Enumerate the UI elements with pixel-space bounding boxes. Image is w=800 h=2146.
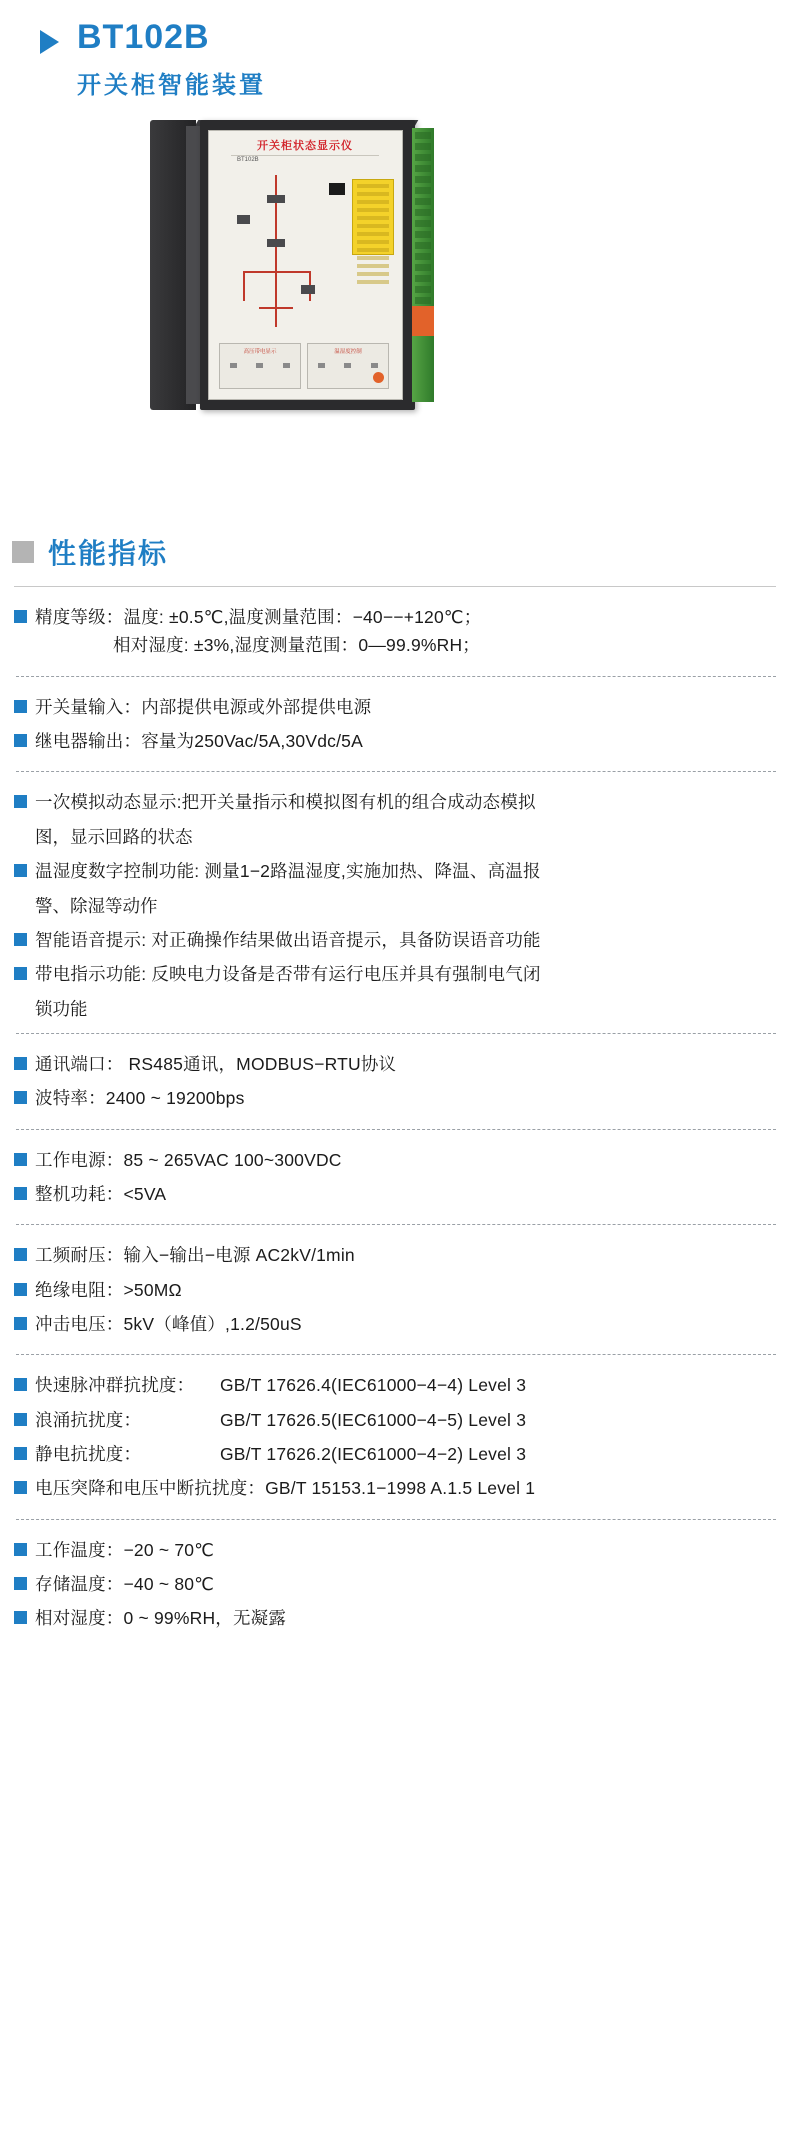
blue-square-bullet-icon xyxy=(14,1447,27,1460)
device-warning-label xyxy=(352,179,394,255)
spec-group xyxy=(14,1520,778,1649)
spec-value: 绝缘电阻：>50MΩ xyxy=(35,1279,182,1300)
spec-text xyxy=(35,960,541,988)
device-faceplate xyxy=(208,130,403,400)
blue-square-bullet-icon xyxy=(14,1248,27,1261)
blue-square-bullet-icon xyxy=(14,1611,27,1624)
square-marker-icon xyxy=(12,541,34,563)
spec-text xyxy=(35,1241,355,1269)
section-title: 性能指标 xyxy=(48,538,169,570)
spec-text xyxy=(35,857,541,885)
spec-row xyxy=(14,1050,778,1078)
page-header xyxy=(0,0,800,100)
section-heading xyxy=(0,532,800,572)
spec-row xyxy=(14,1310,778,1338)
device-front-shell xyxy=(200,120,415,410)
spec-text xyxy=(35,1604,286,1632)
spec-row xyxy=(14,788,778,816)
blue-square-bullet-icon xyxy=(14,1187,27,1200)
spec-text xyxy=(35,1310,302,1338)
spec-row xyxy=(14,603,778,660)
spec-value: 继电器输出：容量为250Vac/5A,30Vdc/5A xyxy=(35,731,363,752)
spec-value: 通讯端口： RS485通讯，MODBUS−RTU协议 xyxy=(35,1053,397,1074)
device-terminal-block xyxy=(412,128,434,402)
spec-value: 工作电源：85 ~ 265VAC 100~300VDC xyxy=(35,1149,342,1170)
device-temp-control-box xyxy=(307,343,389,389)
device-hv-indicator-label: 高压带电显示 xyxy=(243,349,277,356)
spec-text xyxy=(35,603,481,660)
spec-value: GB/T 17626.4(IEC61000−4−4) Level 3 xyxy=(220,1375,527,1396)
device-illustration xyxy=(150,120,460,410)
spec-value-continued: 警、除湿等动作 xyxy=(35,895,158,916)
spec-text xyxy=(35,1084,245,1112)
blue-square-bullet-icon xyxy=(14,1577,27,1590)
spec-text xyxy=(35,1146,342,1174)
spec-list xyxy=(0,587,800,1689)
spec-row xyxy=(14,1146,778,1174)
blue-square-bullet-icon xyxy=(14,1317,27,1330)
play-triangle-icon xyxy=(40,30,59,54)
device-temp-leds xyxy=(308,363,388,368)
blue-square-bullet-icon xyxy=(14,864,27,877)
spec-value-continued: 图，显示回路的状态 xyxy=(35,826,193,847)
spec-row xyxy=(14,1276,778,1304)
blue-square-bullet-icon xyxy=(14,933,27,946)
blue-square-bullet-icon xyxy=(14,1413,27,1426)
spec-group xyxy=(14,677,778,772)
spec-text xyxy=(35,1371,526,1399)
spec-row xyxy=(14,1180,778,1208)
spec-group xyxy=(14,1034,778,1129)
spec-value: 冲击电压：5kV（峰值）,1.2/50uS xyxy=(35,1313,302,1334)
spec-value: 精度等级：温度: ±0.5℃,温度测量范围：−40−−+120℃； xyxy=(35,607,482,628)
blue-square-bullet-icon xyxy=(14,734,27,747)
spec-row xyxy=(14,727,778,755)
spec-text xyxy=(35,727,363,755)
spec-value: 带电指示功能: 反映电力设备是否带有运行电压并具有强制电气闭 xyxy=(35,964,541,985)
blue-square-bullet-icon xyxy=(14,967,27,980)
spec-value: 温湿度数字控制功能: 测量1−2路温湿度,实施加热、降温、高温报 xyxy=(35,861,541,882)
spec-row xyxy=(14,1406,778,1434)
page-subtitle: 开关柜智能装置 xyxy=(77,72,266,100)
spec-text xyxy=(35,1440,526,1468)
spec-row xyxy=(14,1474,778,1502)
spec-value: 整机功耗：<5VA xyxy=(35,1183,167,1204)
spec-row xyxy=(14,1604,778,1632)
spec-label: 静电抗扰度： xyxy=(35,1443,142,1464)
spec-value: 一次模拟动态显示:把开关量指示和模拟图有机的组合成动态模拟 xyxy=(35,792,536,813)
spec-value-continued: 相对湿度: ±3%,湿度测量范围：0—99.9%RH； xyxy=(113,635,481,656)
spec-text xyxy=(35,1570,214,1598)
spec-group xyxy=(14,1355,778,1518)
device-orange-terminal xyxy=(412,306,434,336)
blue-square-bullet-icon xyxy=(14,700,27,713)
blue-square-bullet-icon xyxy=(14,1378,27,1391)
spec-value: GB/T 15153.1−1998 A.1.5 Level 1 xyxy=(265,1478,536,1499)
spec-label: 浪涌抗扰度： xyxy=(35,1409,142,1430)
spec-value: 波特率：2400 ~ 19200bps xyxy=(35,1088,245,1109)
spec-value: 工频耐压：输入−输出−电源 AC2kV/1min xyxy=(35,1245,355,1266)
device-hv-indicator-box xyxy=(219,343,301,389)
spec-value: 相对湿度：0 ~ 99%RH，无凝露 xyxy=(35,1608,287,1629)
spec-row xyxy=(14,1536,778,1564)
spec-row xyxy=(14,1084,778,1112)
spec-text xyxy=(35,1536,214,1564)
spec-row xyxy=(14,1570,778,1598)
spec-value: 开关量输入：内部提供电源或外部提供电源 xyxy=(35,696,372,717)
spec-row xyxy=(14,1241,778,1269)
spec-text xyxy=(35,1474,535,1502)
spec-text xyxy=(35,1406,526,1434)
spec-group xyxy=(14,587,778,676)
spec-text xyxy=(35,1180,166,1208)
spec-value: GB/T 17626.5(IEC61000−4−5) Level 3 xyxy=(220,1409,527,1430)
mimic-diagram xyxy=(223,175,333,330)
spec-row xyxy=(14,1371,778,1399)
spec-group xyxy=(14,772,778,1032)
title-block xyxy=(77,18,266,100)
spec-text xyxy=(35,788,536,816)
blue-square-bullet-icon xyxy=(14,610,27,623)
blue-square-bullet-icon xyxy=(14,1153,27,1166)
device-hv-leds xyxy=(220,363,300,368)
spec-label: 电压突降和电压中断抗扰度： xyxy=(35,1478,266,1499)
spec-text xyxy=(35,926,541,954)
spec-row xyxy=(14,693,778,721)
product-image xyxy=(0,110,800,510)
spec-text xyxy=(35,1276,182,1304)
spec-text xyxy=(35,1050,396,1078)
spec-label: 快速脉冲群抗扰度： xyxy=(35,1375,195,1396)
blue-square-bullet-icon xyxy=(14,1057,27,1070)
spec-value: 工作温度：−20 ~ 70℃ xyxy=(35,1539,215,1560)
spec-text xyxy=(35,693,371,721)
spec-row xyxy=(14,926,778,954)
device-temp-control-label: 温湿度控制 xyxy=(334,349,362,356)
page-title: BT102B xyxy=(77,18,210,56)
spec-row xyxy=(14,960,778,988)
spec-value: GB/T 17626.2(IEC61000−4−2) Level 3 xyxy=(220,1443,527,1464)
blue-square-bullet-icon xyxy=(14,1543,27,1556)
device-control-bar xyxy=(219,343,389,389)
blue-square-bullet-icon xyxy=(14,1091,27,1104)
blue-square-bullet-icon xyxy=(14,1481,27,1494)
spec-row xyxy=(14,857,778,885)
spec-group xyxy=(14,1225,778,1354)
spec-row xyxy=(14,1440,778,1468)
spec-value: 存储温度：−40 ~ 80℃ xyxy=(35,1574,215,1594)
blue-square-bullet-icon xyxy=(14,1283,27,1296)
device-panel-title: 开关柜状态显示仪 xyxy=(231,137,379,156)
spec-value: 智能语音提示: 对正确操作结果做出语音提示，具备防误语音功能 xyxy=(35,929,541,950)
spec-group xyxy=(14,1130,778,1225)
device-panel-model: BT102B xyxy=(237,157,259,164)
device-knob xyxy=(373,372,384,383)
spec-value-continued: 锁功能 xyxy=(35,998,88,1019)
blue-square-bullet-icon xyxy=(14,795,27,808)
